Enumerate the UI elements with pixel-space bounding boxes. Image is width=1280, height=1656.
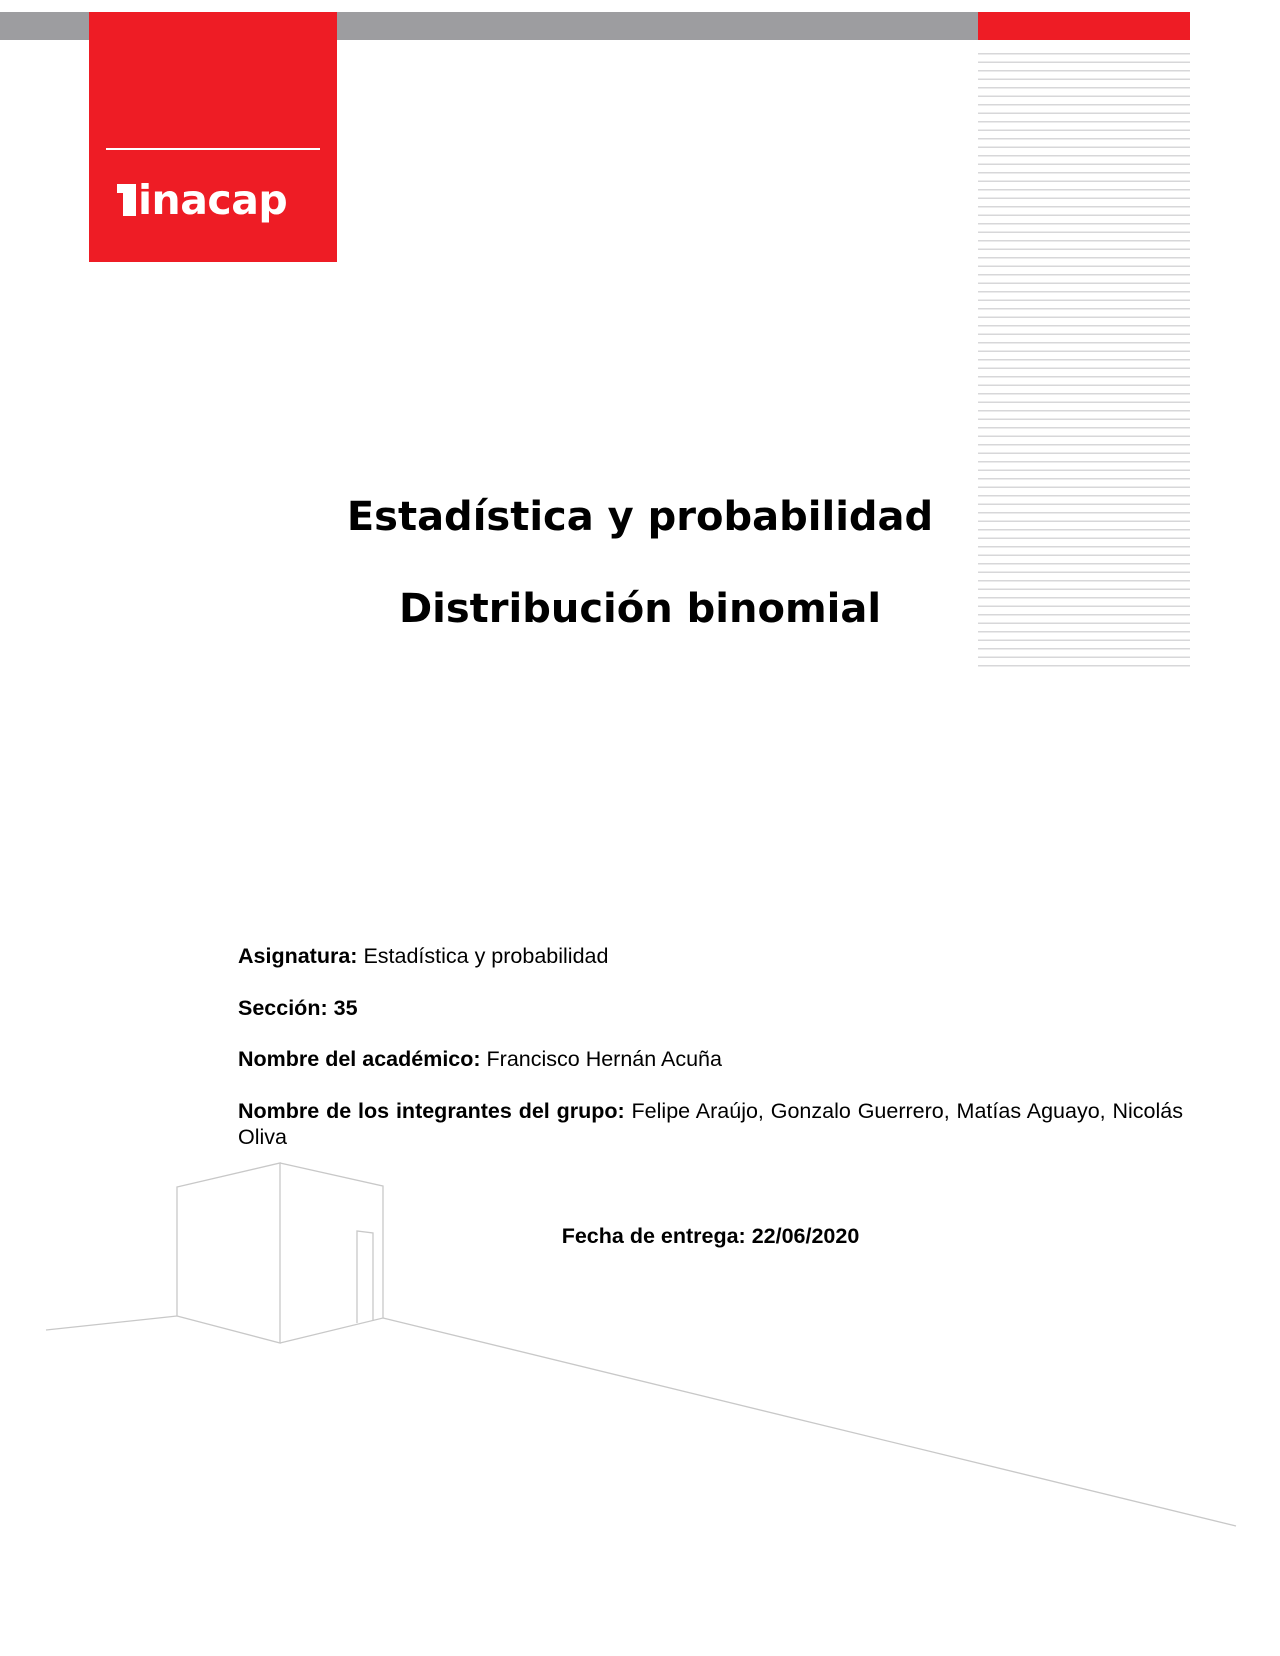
professor-label: Nombre del académico: (238, 1047, 481, 1071)
subject-row (238, 943, 1183, 969)
section-label: Sección: (238, 996, 328, 1020)
building-left-face (177, 1163, 280, 1343)
document-title: Estadística y probabilidad (346, 494, 934, 540)
section-value: 35 (333, 996, 358, 1020)
group-members-row (238, 1098, 1183, 1150)
document-subtitle: Distribución binomial (398, 586, 882, 632)
due-date-value: 22/06/2020 (751, 1224, 860, 1248)
subject-value: Estadística y probabilidad (363, 944, 609, 968)
due-date-row (238, 1224, 1183, 1249)
subject-label: Asignatura: (238, 944, 358, 968)
section-row (238, 995, 1183, 1021)
group-members-value: Felipe Araújo, Gonzalo Guerrero, Matías Aguayo, Nicolás Oliva (238, 1099, 1183, 1149)
professor-row (238, 1046, 1183, 1072)
logo-text: inacap (138, 176, 288, 224)
horizon-line-left (46, 1316, 177, 1330)
building-right-face (280, 1163, 383, 1343)
due-date-label: Fecha de entrega: (561, 1224, 746, 1248)
group-members-label: Nombre de los integrantes del grupo: (238, 1099, 625, 1123)
professor-value: Francisco Hernán Acuña (486, 1047, 722, 1071)
ground-line-right (383, 1318, 1236, 1526)
